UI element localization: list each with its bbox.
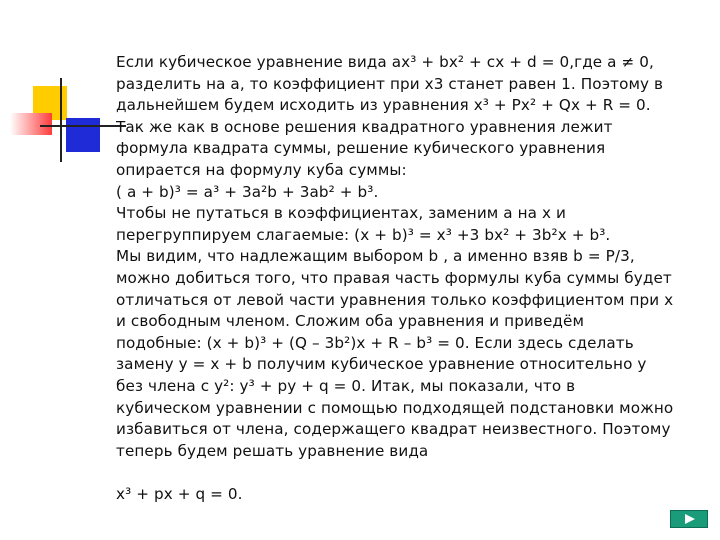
play-arrow-icon (685, 514, 695, 524)
text-line: разделить на a, то коэффициент при x3 станет равен 1. Поэтому в (116, 74, 664, 93)
final-equation: x³ + px + q = 0. (116, 484, 243, 503)
slide-body-text (116, 52, 696, 505)
text-line: Если кубическое уравнение вида ax³ + bx² + cx + d = 0,где a ≠ 0, (116, 53, 654, 71)
text-line: избавиться от члена, содержащего квадрат неизвестного. Поэтому (116, 420, 671, 439)
text-line: дальнейшем будем исходить из уравнения x³ + Px² + Qx + R = 0. (116, 96, 651, 115)
text-line: можно добиться того, что правая часть формулы куба суммы будет (116, 268, 672, 287)
text-line: и свободным членом. Сложим оба уравнения и приведём (116, 312, 585, 331)
text-line: отличаться от левой части уравнения только коэффициентом при x (116, 290, 674, 309)
text-line: опирается на формулу куба суммы: (116, 160, 407, 179)
text-line: формула квадрата суммы, решение кубического уравнения (116, 139, 606, 158)
text-line: теперь будем решать уравнение вида (116, 441, 429, 460)
text-line: без члена с y²: y³ + py + q = 0. Итак, мы показали, что в (116, 376, 576, 395)
text-line: замену y = x + b получим кубическое уравнение относительно y (116, 355, 647, 374)
text-line: кубическом уравнении с помощью подходящей подстановки можно (116, 398, 674, 417)
text-line: Мы видим, что надлежащим выбором b , а именно взяв b = P/3, (116, 247, 635, 266)
vertical-line-decoration (60, 78, 62, 162)
slide-decoration (0, 0, 130, 170)
text-line: перегруппируем слагаемые: (x + b)³ = x³ +3 bx² + 3b²x + b³. (116, 225, 611, 244)
text-line: Так же как в основе решения квадратного уравнения лежит (116, 117, 613, 136)
text-line: Чтобы не путаться в коэффициентах, заменим а на x и (116, 204, 566, 223)
red-gradient-bar-decoration (10, 113, 52, 135)
blank-line (116, 462, 696, 484)
next-slide-button[interactable] (670, 510, 708, 528)
blue-square-decoration (66, 118, 100, 152)
horizontal-line-decoration (40, 125, 126, 127)
text-line: подобные: (x + b)³ + (Q – 3b²)x + R – b³ = 0. Если здесь сделать (116, 333, 634, 352)
text-line: ( a + b)³ = a³ + 3a²b + 3ab² + b³. (116, 182, 379, 201)
